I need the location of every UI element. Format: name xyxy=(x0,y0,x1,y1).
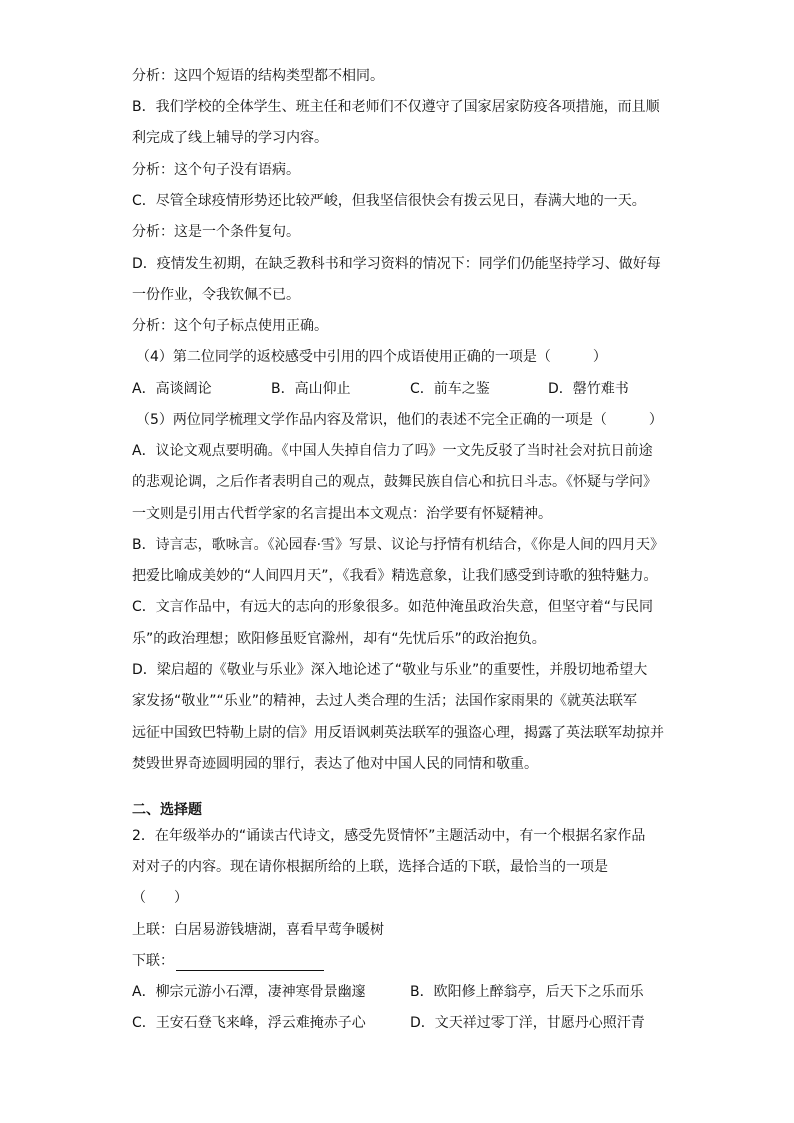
q5-option-d-cont: 远征中国致巴特勒上尉的信》用反语讽刺英法联军的强盗心理，揭露了英法联军劫掠并 xyxy=(132,725,664,741)
q5-option-d: D．梁启超的《敬业与乐业》深入地论述了“敬业与乐业”的重要性，并殷切地希望大 xyxy=(132,662,648,678)
q4-option-b[interactable]: B．高山仰止 xyxy=(271,381,351,397)
q2-option-b[interactable]: B．欧阳修上醉翁亭，后天下之乐而乐 xyxy=(410,984,644,1000)
q2-option-d[interactable]: D．文天祥过零丁洋，甘愿丹心照汗青 xyxy=(410,1015,645,1031)
section-heading: 二、选择题 xyxy=(132,802,202,818)
upper-couplet: 上联：白居易游钱塘湖，喜看早莺争暖树 xyxy=(132,922,384,938)
option-d-line-cont: 一份作业，令我钦佩不已。 xyxy=(132,287,300,303)
option-b-line-cont: 利完成了线上辅导的学习内容。 xyxy=(132,130,328,146)
lower-couplet xyxy=(132,951,324,971)
q4-option-a[interactable]: A．高谈阔论 xyxy=(132,381,212,397)
question-2: 2．在年级举办的“诵读古代诗文，感受先贤情怀”主题活动中，有一个根据名家作品 xyxy=(132,828,646,844)
option-c-line: C．尽管全球疫情形势还比较严峻，但我坚信很快会有拨云见日，春满大地的一天。 xyxy=(132,193,646,209)
q5-option-a: A．议论文观点要明确。《中国人失掉自信力了吗》一文先反驳了当时社会对抗日前途 xyxy=(132,443,653,459)
q2-option-c[interactable]: C．王安石登飞来峰，浮云难掩赤子心 xyxy=(132,1015,366,1031)
q5-option-c: C．文言作品中，有远大的志向的形象很多。如范仲淹虽政治失意，但坚守着“与民同 xyxy=(132,599,654,615)
option-b-line: B．我们学校的全体学生、班主任和老师们不仅遵守了国家居家防疫各项措施，而且顺 xyxy=(132,99,660,115)
answer-parentheses: （ ） xyxy=(132,890,188,906)
q5-option-c-cont: 乐”的政治理想；欧阳修虽贬官滁州，却有“先忧后乐”的政治抱负。 xyxy=(132,631,546,647)
q5-option-d-cont: 家发扬“敬业”“乐业”的精神，去过人类合理的生活；法国作家雨果的《就英法联军 xyxy=(132,693,638,709)
q5-option-b-cont: 把爱比喻成美妙的“人间四月天”，《我看》精选意象，让我们感受到诗歌的独特魅力。 xyxy=(132,568,658,584)
q4-option-c[interactable]: C．前车之鉴 xyxy=(410,381,490,397)
lower-couplet-label: 下联： xyxy=(132,953,174,969)
analysis-line: 分析：这是一个条件复句。 xyxy=(132,224,300,240)
q5-option-d-cont: 焚毁世界奇迹圆明园的罪行，表达了他对中国人民的同情和敬重。 xyxy=(132,756,538,772)
q5-option-b: B．诗言志，歌咏言。《沁园春·雪》写景、议论与抒情有机结合，《你是人间的四月天》 xyxy=(132,537,665,553)
q2-option-a[interactable]: A．柳宗元游小石潭，凄神寒骨景幽邃 xyxy=(132,984,366,1000)
question-5: （5）两位同学梳理文学作品内容及常识，他们的表述不完全正确的一项是（ ） xyxy=(136,412,663,428)
analysis-line: 分析：这个句子标点使用正确。 xyxy=(132,318,328,334)
analysis-line: 分析：这四个短语的结构类型都不相同。 xyxy=(132,68,384,84)
question-4: （4）第二位同学的返校感受中引用的四个成语使用正确的一项是（ ） xyxy=(136,349,607,365)
answer-blank[interactable] xyxy=(176,954,324,971)
q5-option-a-cont: 的悲观论调，之后作者表明自己的观点，鼓舞民族自信心和抗日斗志。《怀疑与学问》 xyxy=(132,474,657,490)
question-2-cont: 对对子的内容。现在请你根据所给的上联，选择合适的下联，最恰当的一项是 xyxy=(132,859,608,875)
q4-option-d[interactable]: D．罄竹难书 xyxy=(548,381,629,397)
analysis-line: 分析：这个句子没有语病。 xyxy=(132,162,300,178)
q5-option-a-cont: 一文则是引用古代哲学家的名言提出本文观点：治学要有怀疑精神。 xyxy=(132,506,552,522)
option-d-line: D．疫情发生初期，在缺乏教科书和学习资料的情况下：同学们仍能坚持学习、做好每 xyxy=(132,256,661,272)
